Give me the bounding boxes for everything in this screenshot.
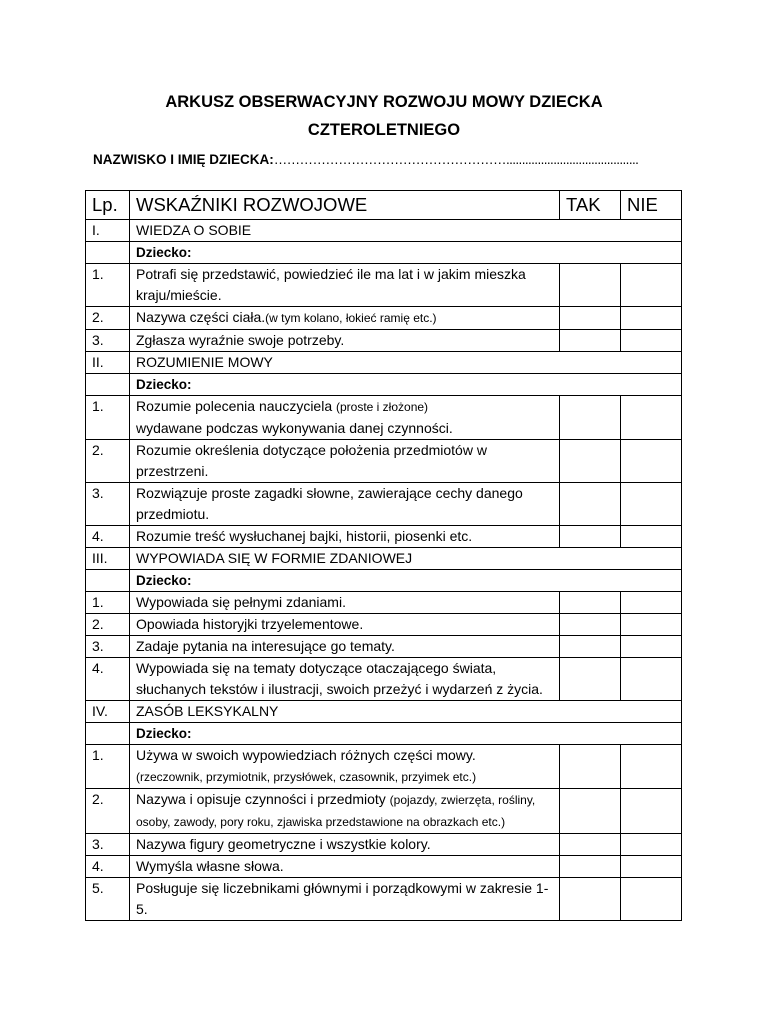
item-number: 2.: [86, 440, 130, 483]
subheading-label: Dziecko:: [130, 723, 682, 745]
section-title: ROZUMIENIE MOWY: [130, 352, 682, 374]
item-text: Zadaje pytania na interesujące go tematy.: [130, 636, 560, 658]
section-row: [86, 220, 682, 242]
item-note: (rzeczownik, przymiotnik, przysłówek, czasownik, przyimek etc.): [136, 770, 477, 784]
no-checkbox-cell[interactable]: [621, 636, 682, 658]
item-text: Potrafi się przedstawić, powiedzieć ile ma lat i w jakim mieszka kraju/mieście.: [130, 264, 560, 307]
table-row: [86, 440, 682, 483]
no-checkbox-cell[interactable]: [621, 614, 682, 636]
yes-checkbox-cell[interactable]: [560, 614, 621, 636]
item-text: Używa w swoich wypowiedziach różnych części mowy. (rzeczownik, przymiotnik, przysłówek, czasownik, przyimek etc.): [130, 745, 560, 789]
item-text: Nazywa części ciała.(w tym kolano, łokieć ramię etc.): [130, 307, 560, 330]
section-title: WIEDZA O SOBIE: [130, 220, 682, 242]
section-title: WYPOWIADA SIĘ W FORMIE ZDANIOWEJ: [130, 548, 682, 570]
table-row: [86, 307, 682, 330]
subheading-row: [86, 374, 682, 396]
section-row: [86, 352, 682, 374]
yes-checkbox-cell[interactable]: [560, 592, 621, 614]
subheading-label: Dziecko:: [130, 242, 682, 264]
table-row: [86, 878, 682, 921]
section-number: IV.: [86, 701, 130, 723]
item-number: 1.: [86, 396, 130, 440]
item-number: 2.: [86, 614, 130, 636]
yes-checkbox-cell[interactable]: [560, 745, 621, 789]
section-number: II.: [86, 352, 130, 374]
yes-checkbox-cell[interactable]: [560, 526, 621, 548]
item-text: Wymyśla własne słowa.: [130, 856, 560, 878]
yes-checkbox-cell[interactable]: [560, 834, 621, 856]
item-note: (pojazdy, zwierzęta, rośliny, osoby, zawody, pory roku, zjawiska przedstawione na obrazkach etc.): [136, 793, 536, 829]
item-note: (proste i złożone): [336, 400, 429, 414]
item-text: Posługuje się liczebnikami głównymi i porządkowymi w zakresie 1-5.: [130, 878, 560, 921]
item-number: 2.: [86, 789, 130, 834]
table-row: [86, 483, 682, 526]
item-text: Rozwiązuje proste zagadki słowne, zawierające cechy danego przedmiotu.: [130, 483, 560, 526]
table-row: [86, 592, 682, 614]
no-checkbox-cell[interactable]: [621, 330, 682, 352]
item-text: Wypowiada się pełnymi zdaniami.: [130, 592, 560, 614]
item-number: 1.: [86, 745, 130, 789]
no-checkbox-cell[interactable]: [621, 483, 682, 526]
item-number: 4.: [86, 658, 130, 701]
document-title: [0, 88, 768, 144]
observation-table: [85, 190, 682, 921]
title-line-1: ARKUSZ OBSERWACYJNY ROZWOJU MOWY DZIECKA: [165, 93, 603, 111]
no-checkbox-cell[interactable]: [621, 789, 682, 834]
yes-checkbox-cell[interactable]: [560, 658, 621, 701]
section-number: III.: [86, 548, 130, 570]
table-row: [86, 834, 682, 856]
section-row: [86, 548, 682, 570]
title-line-2: CZTEROLETNIEGO: [307, 121, 461, 139]
section-row: [86, 701, 682, 723]
table-row: [86, 636, 682, 658]
item-number: 2.: [86, 307, 130, 330]
subheading-row: [86, 242, 682, 264]
header-lp: Lp.: [86, 191, 130, 220]
item-text: Nazywa i opisuje czynności i przedmioty (pojazdy, zwierzęta, rośliny, osoby, zawody, pory roku, zjawiska przedstawione na obrazkach etc.): [130, 789, 560, 834]
child-name-label: NAZWISKO I IMIĘ DZIECKA:: [93, 152, 274, 167]
table-row: [86, 856, 682, 878]
table-row: [86, 745, 682, 789]
child-name-blank[interactable]: ………………………………………………..........................................: [273, 152, 639, 167]
header-no: NIE: [621, 191, 682, 220]
no-checkbox-cell[interactable]: [621, 856, 682, 878]
item-text: Rozumie treść wysłuchanej bajki, historii, piosenki etc.: [130, 526, 560, 548]
item-text: Rozumie polecenia nauczyciela (proste i złożone) wydawane podczas wykonywania danej czynności.: [130, 396, 560, 440]
subheading-row: [86, 723, 682, 745]
section-number: I.: [86, 220, 130, 242]
no-checkbox-cell[interactable]: [621, 878, 682, 921]
yes-checkbox-cell[interactable]: [560, 636, 621, 658]
yes-checkbox-cell[interactable]: [560, 264, 621, 307]
yes-checkbox-cell[interactable]: [560, 856, 621, 878]
subheading-label: Dziecko:: [130, 570, 682, 592]
item-text: Rozumie określenia dotyczące położenia przedmiotów w przestrzeni.: [130, 440, 560, 483]
yes-checkbox-cell[interactable]: [560, 483, 621, 526]
item-number: 3.: [86, 330, 130, 352]
no-checkbox-cell[interactable]: [621, 440, 682, 483]
item-number: 3.: [86, 483, 130, 526]
table-row: [86, 658, 682, 701]
item-number: 3.: [86, 636, 130, 658]
no-checkbox-cell[interactable]: [621, 396, 682, 440]
subheading-row: [86, 570, 682, 592]
subheading-label: Dziecko:: [130, 374, 682, 396]
no-checkbox-cell[interactable]: [621, 834, 682, 856]
item-text: Wypowiada się na tematy dotyczące otaczającego świata, słuchanych tekstów i ilustracji, swoich przeżyć i wydarzeń z życia.: [130, 658, 560, 701]
no-checkbox-cell[interactable]: [621, 592, 682, 614]
yes-checkbox-cell[interactable]: [560, 396, 621, 440]
no-checkbox-cell[interactable]: [621, 658, 682, 701]
item-number: 1.: [86, 592, 130, 614]
item-number: 4.: [86, 526, 130, 548]
item-text: Opowiada historyjki trzyelementowe.: [130, 614, 560, 636]
yes-checkbox-cell[interactable]: [560, 440, 621, 483]
no-checkbox-cell[interactable]: [621, 307, 682, 330]
no-checkbox-cell[interactable]: [621, 264, 682, 307]
no-checkbox-cell[interactable]: [621, 526, 682, 548]
yes-checkbox-cell[interactable]: [560, 330, 621, 352]
item-number: 1.: [86, 264, 130, 307]
no-checkbox-cell[interactable]: [621, 745, 682, 789]
table-row: [86, 526, 682, 548]
yes-checkbox-cell[interactable]: [560, 789, 621, 834]
item-number: 3.: [86, 834, 130, 856]
table-row: [86, 614, 682, 636]
child-name-field: [93, 152, 638, 167]
item-text: Zgłasza wyraźnie swoje potrzeby.: [130, 330, 560, 352]
yes-checkbox-cell[interactable]: [560, 878, 621, 921]
item-number: 4.: [86, 856, 130, 878]
table-row: [86, 330, 682, 352]
header-yes: TAK: [560, 191, 621, 220]
table-header-row: [86, 191, 682, 220]
section-title: ZASÓB LEKSYKALNY: [130, 701, 682, 723]
item-text: Nazywa figury geometryczne i wszystkie kolory.: [130, 834, 560, 856]
item-number: 5.: [86, 878, 130, 921]
table-row: [86, 789, 682, 834]
yes-checkbox-cell[interactable]: [560, 307, 621, 330]
table-row: [86, 396, 682, 440]
header-indicators: WSKAŹNIKI ROZWOJOWE: [130, 191, 560, 220]
item-note: (w tym kolano, łokieć ramię etc.): [265, 311, 437, 325]
table-row: [86, 264, 682, 307]
